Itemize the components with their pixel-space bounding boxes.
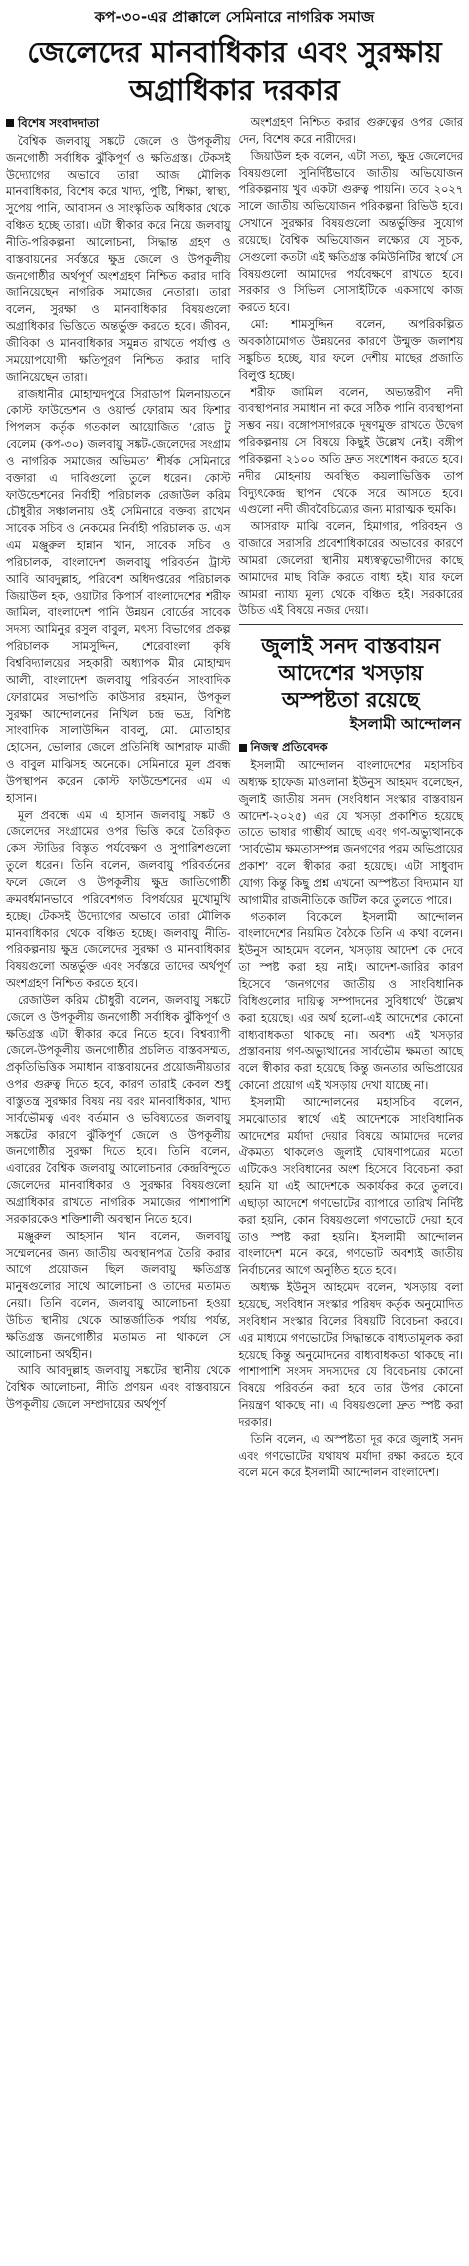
second-article-headline: জুলাই সনদ বাস্তবায়ন আদেশের খসড়ায় অস্পষ্টতা রয়েছে — [261, 634, 441, 713]
paragraph: মূল প্রবন্ধে এম এ হাসান জলবায়ু সঙ্কট ও জেলেদের সংগ্রামের ওপর ভিত্তি করে তৈরিকৃত কেস স্টাডির বিস্তৃত পর্যবেক্ষণ ও সুপারিশগুলো তুলে ধরেন। তিনি বলেন, জলবায়ু পরিবর্তনের ফলে জেলে ও উপকূলীয় ক্ষুদ্র জাতিগোষ্ঠী ক্রমবর্ধমানভাবে পরিবেশগত বিপর্যয়ের মুখোমুখি হচ্ছে। টেকসই উদ্যোগের অভাবে তারা মৌলিক মানবাধিকার থেকে বঞ্চিত হচ্ছে। জলবায়ু নীতি-পরিকল্পনায় ক্ষুদ্র জেলেদের সুরক্ষা ও মানবাধিকার বিষয়গুলো অন্তর্ভুক্ত এবং সর্বস্তরে তাদের অর্থপূর্ণ অংশগ্রহণ নিশ্চিত করতে হবে। — [6, 808, 231, 991]
article-byline — [6, 115, 231, 132]
byline-text: নিজস্ব প্রতিবেদক — [250, 740, 328, 755]
paragraph: ইসলামী আন্দোলনের মহাসচিব বলেন, সমঝোতার স্বার্থে এই আদেশকে সাংবিধানিক আদেশের মর্যাদা দেয়ার বিষয়ে আমাদের দলের ঐকমত্য থাকলেও জুলাই ঘোষণাপত্রের মতো এটিকেও সংবিধানের অংশ হিসেবে বিবেচনা করা হয়নি যা এই আদেশকে অকার্যকর করে তুলবে। এছাড়া আদেশে গণভোটের ব্যাপারে তারিখ নির্দিষ্ট করা হয়নি, কোন বিষয়গুলো গণভোটে দেয়া হবে তাও স্পষ্ট করা হয়নি। ইসলামী আন্দোলন বাংলাদেশ মনে করে, গণভোট অবশ্যই জাতীয় নির্বাচনের আগে অনুষ্ঠিত হতে হবে। — [238, 1095, 463, 1278]
second-article-attribution: ইসলামী আন্দোলন — [349, 715, 461, 734]
paragraph: বৈশ্বিক জলবায়ু সঙ্কটে জেলে ও উপকূলীয় জনগোষ্ঠী সর্বাধিক ঝুঁকিপূর্ণ ও ক্ষতিগ্রস্ত। টেকসই উদ্যোগের অভাবে তারা আজ মৌলিক মানবাধিকার, বিশেষ করে খাদ্য, পুষ্টি, শিক্ষা, স্বাস্থ্য, সুপেয় পানি, আবাসন ও সাংস্কৃতিক অধিকার থেকে বঞ্চিত হচ্ছে তারা। এটা স্বীকার করে নিয়ে জলবায়ু নীতি-পরিকল্পনা আলোচনা, সিদ্ধান্ত গ্রহণ ও বাস্তবায়নের সর্বস্তরে ক্ষুদ্র জেলে ও উপকূলীয় জনগোষ্ঠীর অর্থপূর্ণ অংশগ্রহণ নিশ্চিত করার দাবি জানিয়েছেন নাগরিক সমাজের নেতারা। তারা বলেন, সুরক্ষা ও মানবাধিকার বিষয়গুলো অগ্রাধিকার ভিত্তিতে অন্তর্ভুক্ত করতে হবে। জীবন, জীবিকা ও মানবাধিকার সমুন্নত রাখতে পর্যাপ্ত ও সময়োপযোগী ক্ষতিপূরণ নিশ্চিত করার দাবি জানিয়েছেন তারা। — [6, 134, 231, 384]
paragraph: আসরাফ মাঝি বলেন, হিমাগার, পরিবহন ও বাজারে সরাসরি প্রবেশাধিকারের অভাবের কারণে আমরা জেলেরা স্থানীয় মধ্যস্বত্বভোগীদের কাছে আমাদের মাছ বিক্রি করতে বাধ্য হই। যার ফলে আমরা ন্যায্য মূল্য থেকে বঞ্চিত হই। সরকারের উচিত এই বিষয়ে নজর দেয়া। — [238, 520, 463, 618]
paragraph: রেজাউল করিম চৌধুরী বলেন, জলবায়ু সঙ্কটে জেলে ও উপকূলীয় জনগোষ্ঠী সর্বাধিক ঝুঁকিপূর্ণ ও ক্ষতিগ্রস্ত এটা স্বীকার করে নিতে হবে। বিশ্বব্যাপী জেলে-উপকূলীয় জনগোষ্ঠীর প্রচলিত বাস্তবসম্মত, প্রকৃতিভিত্তিক সমাধান বাস্তবায়নের প্রয়োজনীয়তার ওপর গুরুত্ব দিতে হবে, কারণ তারাই কেবল শুধু বাস্তুতন্ত্র সুরক্ষার বিষয় নয় বরং মানবাধিকার, খাদ্য সার্বভৌমত্ব এবং বর্তমান ও ভবিষ্যতের জলবায়ু সঙ্কটের কারণে ঝুঁকিপূর্ণ জেলে ও উপকূলীয় জনগোষ্ঠীর সুরক্ষা দিতে হবে। তিনি বলেন, এবারের বৈশ্বিক জলবায়ু আলোচনার কেন্দ্রবিন্দুতে জেলেদের মানবাধিকার ও সুরক্ষার বিষয়গুলো অগ্রাধিকার রাখতে নাগরিক সমাজের পাশাপাশি সরকারকেও শক্তিশালী অবস্থান নিতে হবে। — [6, 993, 231, 1226]
divider — [239, 624, 464, 625]
paragraph: মঞ্জুরুল আহসান খান বলেন, জলবায়ু সম্মেলনের জন্য জাতীয় অবস্থানপত্র তৈরি করার আগে প্রয়োজন ছিল জলবায়ু ক্ষতিগ্রস্ত মানুষগুলোর সাথে আলোচনা ও তাদের মতামত নেয়া। তিনি বলেন, জলবায়ু আলোচনা হওয়া উচিত স্থানীয় থেকে আন্তর্জাতিক পর্যায় পর্যন্ত, ক্ষতিগ্রস্ত জনগোষ্ঠীর মতামত না থাকলে সে আলোচনা অর্থহীন। — [6, 1229, 231, 1361]
left-column — [6, 115, 231, 1482]
second-article-byline — [239, 739, 464, 756]
right-column — [239, 115, 464, 1482]
paragraph: তিনি বলেন, এ অস্পষ্টতা দূর করে জুলাই সনদ এবং গণভোটের যথাযথ মর্যাদা রক্ষা করতে হবে বলে মনে করে ইসলামী আন্দোলন বাংলাদেশ। — [238, 1432, 463, 1480]
paragraph: অধ্যক্ষ ইউনুস আহমেদ বলেন, খসড়ায় বলা হয়েছে, সংবিধান সংস্কার পরিষদ কর্তৃক অনুমোদিত সংবিধান সংস্কার বিলের বিষয়টি বিবেচনা করবে। এর মাধ্যমে গণভোটের সিদ্ধান্তকে বাধ্যতামূলক করা হয়েছে কিন্তু অনুমোদনের বাধ্যবাধকতা থাকছে না। পাশাপাশি সংসদ সদস্যদের যে বিবেচনায় কোনো বিষয়ে পরিবর্তন করা হবে তার উপর কোনো নিয়ন্ত্রণ থাকছে না। এ বিষয়গুলো দ্রুত স্পষ্ট করা দরকার। — [238, 1281, 463, 1429]
article-headline: জেলেদের মানবাধিকার এবং সুরক্ষায় অগ্রাধিকার দরকার — [27, 35, 442, 107]
article-columns — [0, 109, 469, 1482]
paragraph: গতকাল বিকেলে ইসলামী আন্দোলন বাংলাদেশের নিয়মিত বৈঠকে তিনি এ কথা বলেন। ইউনুস আহমেদ বলেন, খসড়ায় আদেশ কে দেবে তা স্পষ্ট করা হয় নাই। আদেশ-জারির কারণ হিসেবে ‘জনগণের জাতীয় ও সাংবিধানিক বিধিগুলোর দায়িত্ব সম্পাদনের সুবিধার্থে’ উল্লেখ করা হয়েছে। এর অর্থ হলো-এই আদেশের কোনো বাধ্যবাধকতা থাকছে না। অবশ্য এই খসড়ার প্রস্তাবনায় গণ-অভ্যুত্থানের সার্বভৌম ক্ষমতা আছে বলে স্বীকার করা হয়েছে কিন্তু জনতার অভিপ্রায়ের কোনো প্রয়োগ এই খসড়ায় দেখা যাচ্ছে না। — [238, 910, 463, 1093]
paragraph: রাজধানীর মোহাম্মদপুরে সিরাডাপ মিলনায়তনে কোস্ট ফাউন্ডেশন ও ওয়ার্ল্ড ফোরাম অব ফিশার পিপলস কর্তৃক গতকাল আয়োজিত ‘রোড টু বেলেম (কপ-৩০) জলবায়ু সঙ্কট-জেলেদের সংগ্রাম ও নাগরিক সমাজের অভিমত’ শীর্ষক সেমিনারে বক্তারা এ দাবিগুলো তুলে ধরেন। কোস্ট ফাউন্ডেশনের নির্বাহী পরিচালক রেজাউল করিম চৌধুরীর সঞ্চালনায় ওই সেমিনারে বক্তব্য রাখেন সাবেক সচিব ও নেকমের নির্বাহী পরিচালক ড. এস এম মঞ্জুরুল হান্নান খান, সাবেক সচিব ও পরিচালক, বাংলাদেশ জলবায়ু পরিবর্তন ট্রাস্ট আবি আবদুল্লাহ, পরিবেশ অধিদপ্তরের পরিচালক জিয়াউল হক, ওয়াটার কিপার্স বাংলাদেশের শরীফ জামিল, বাংলাদেশ পানি উন্নয়ন বোর্ডের সাবেক সদস্য আমিনুর রসুল বাবুল, মৎস্য বিভাগের প্রকল্প পরিচালক সামসুদ্দিন, শেরেবাংলা কৃষি বিশ্ববিদ্যালয়ের সহকারী অধ্যাপক মীর মোহাম্মদ আলী, বাংলাদেশ জলবায়ু পরিবর্তন সাংবাদিক ফোরামের সভাপতি কাউসার রহমান, উপকূল সুরক্ষা আন্দোলনের নিখিল চন্দ্র ভদ্র, বিশিষ্ট সাংবাদিক সালাউদ্দিন বাবলু, মো. মোতাহার হোসেন, ভোলার জেলে প্রতিনিধি আশরাফ মাজী ও বাবুল মাঝিসহ অনেকে। সেমিনারে মূল প্রবন্ধ উপস্থাপন করেন কোস্ট ফাউন্ডেশনের এম এ হাসান। — [6, 387, 231, 805]
paragraph: আবি আবদুল্লাহ জলবায়ু সঙ্কটের স্থানীয় থেকে বৈশ্বিক আলোচনা, নীতি প্রণয়ন এবং বাস্তবায়নে উপকূলীয় জেলে সম্প্রদায়ের অর্থপূর্ণ — [6, 1364, 231, 1412]
paragraph: মো: শামসুদ্দিন বলেন, অপরিকল্পিত অবকাঠামোগত উন্নয়নের কারণে উন্মুক্ত জলাশয় সঙ্কুচিত হচ্ছে, যার ফলে দেশীয় মাছের প্রজাতি বিলুপ্ত হচ্ছে। — [238, 318, 463, 382]
paragraph: শরীফ জামিল বলেন, অভ্যন্তরীণ নদী ব্যবস্থাপনার সমাধান না করে সঠিক পানি ব্যবস্থাপনা সম্ভব নয়। বঙ্গোপসাগরকে দূষণমুক্ত রাখতে উদ্বেগ পরিকল্পনায় সে বিষয়ে কিছুই উল্লেখ নেই। বঙ্গীপ পরিকল্পনা ২১০০ অতি দ্রুত সংশোধন করতে হবে। নদীর মোহনায় অবস্থিত কয়লাভিত্তিক তাপ বিদ্যুৎকেন্দ্র স্থাপন থেকে সরে আসতে হবে। এগুলো নদী জীববৈচিত্র্যের জন্য মারাত্মক হুমকি। — [238, 385, 463, 517]
paragraph: অংশগ্রহণ নিশ্চিত করার গুরুত্বের ওপর জোর দেন, বিশেষ করে নারীদের। — [238, 116, 463, 146]
byline-text: বিশেষ সংবাদদাতা — [18, 116, 100, 130]
article-kicker: কপ-৩০-এর প্রাক্কালে সেমিনারে নাগরিক সমাজ — [94, 8, 375, 26]
bullet-square-icon — [239, 744, 247, 752]
bullet-square-icon — [6, 119, 14, 127]
paragraph: ইসলামী আন্দোলন বাংলাদেশের মহাসচিব অধ্যক্ষ হাফেজ মাওলানা ইউনুস আহমদ বলেছেন, জুলাই জাতীয় সনদ (সংবিধান সংস্কার বাস্তবায়ন আদেশ-২০২৫) এর যে খসড়া প্রকাশিত হয়েছে তাতে ভাষার গাম্ভীর্য আছে এবং গণ-অভ্যুত্থানকে ‘সার্বভৌম ক্ষমতাসম্পন্ন জনগণের পরম অভিপ্রায়ের প্রকাশ’ বলে স্বীকার করা হয়েছে। এটা সাধুবাদ যোগ্য কিন্তু কিছু প্রশ্ন এখনো অস্পষ্টতা বিদ্যমান যা আগামীর রাজনীতিকে জটিল করে তুলতে পারে। — [238, 759, 463, 907]
paragraph: জিয়াউল হক বলেন, এটা সত্য, ক্ষুদ্র জেলেদের বিষয়গুলো সুনির্দিষ্টভাবে জাতীয় অভিযোজন পরিকল্পনায় খুব একটা গুরুত্ব পায়নি। তবে ২০২৭ সালে জাতীয় অভিযোজন পরিকল্পনা রিভিউ হবে। সেখানে সুরক্ষার বিষয়গুলো অন্তর্ভুক্তির সুযোগ রয়েছে। বৈশ্বিক অভিযোজন লক্ষ্যের যে সূচক, সেগুলো কতটা এই ক্ষতিগ্রস্ত কমিউনিটির স্বার্থে সে বিষয়গুলো আমাদের পর্যবেক্ষণে রাখতে হবে। সরকার ও সিভিল সোসাইটিকে একসাথে কাজ করতে হবে। — [238, 149, 463, 315]
